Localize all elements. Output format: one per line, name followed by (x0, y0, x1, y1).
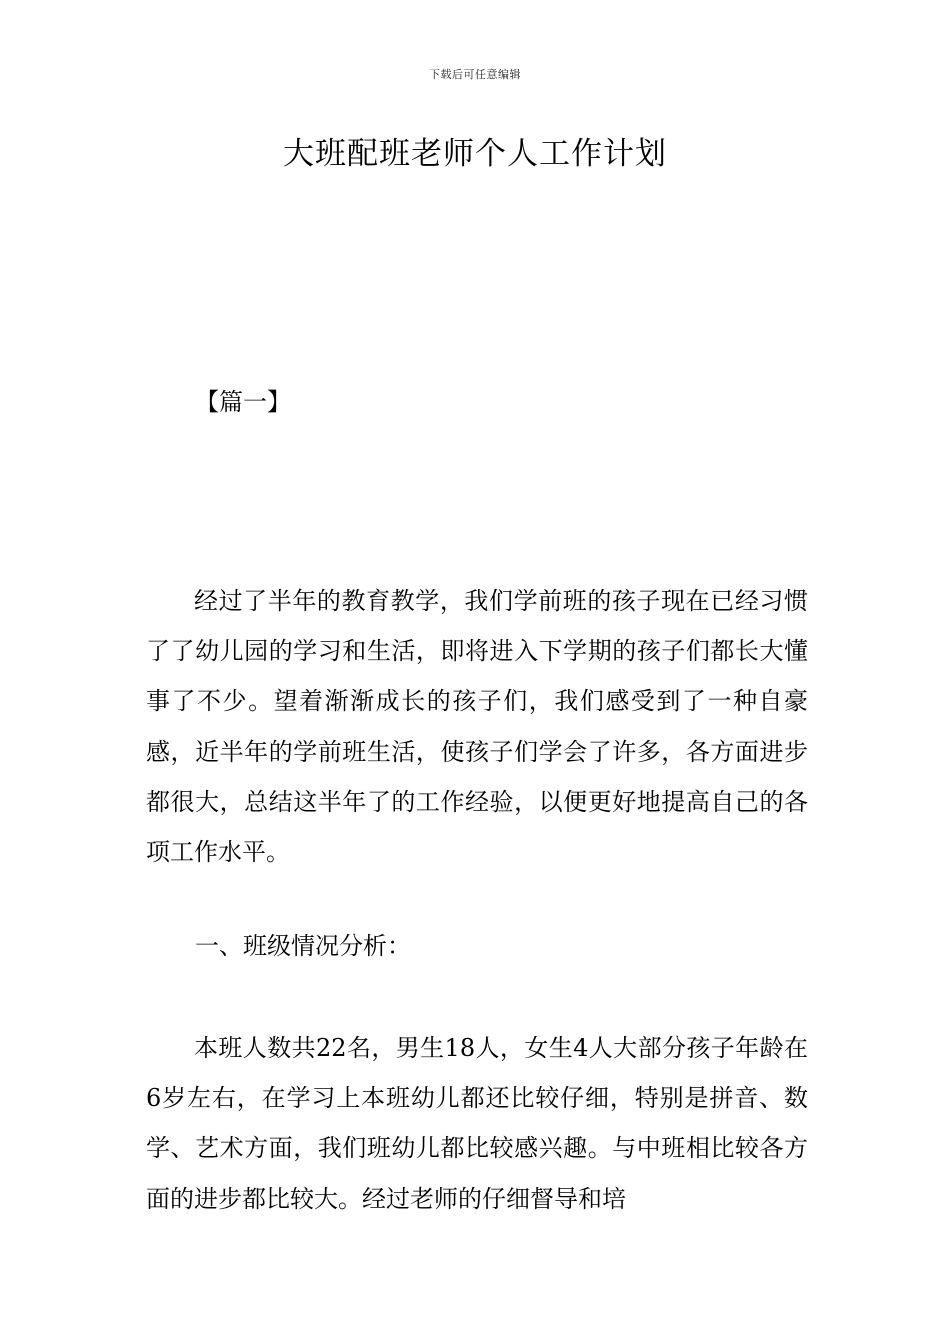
section-tag: 【篇一】 (195, 388, 291, 416)
paragraph-class-analysis: 本班人数共22名，男生18人，女生4人大部分孩子年龄在6岁左右，在学习上本班幼儿都还比较仔细，特别是拼音、数学、艺术方面，我们班幼儿都比较感兴趣。与中班相比较各方面的进步都比较大。经过老师的仔细督导和培 (146, 1034, 808, 1213)
header-note: 下载后可任意编辑 (429, 68, 521, 81)
section-heading-class-analysis: 一、班级情况分析： (195, 932, 411, 960)
document-title: 大班配班老师个人工作计划 (283, 136, 667, 172)
paragraph-intro: 经过了半年的教育教学，我们学前班的孩子现在已经习惯了了幼儿园的学习和生活，即将进入下学期的孩子们都长大懂事了不少。望着渐渐成长的孩子们，我们感受到了一种自豪感，近半年的学前班生活，使孩子们学会了许多，各方面进步都很大，总结这半年了的工作经验，以便更好地提高自己的各项工作水平。 (146, 587, 808, 867)
